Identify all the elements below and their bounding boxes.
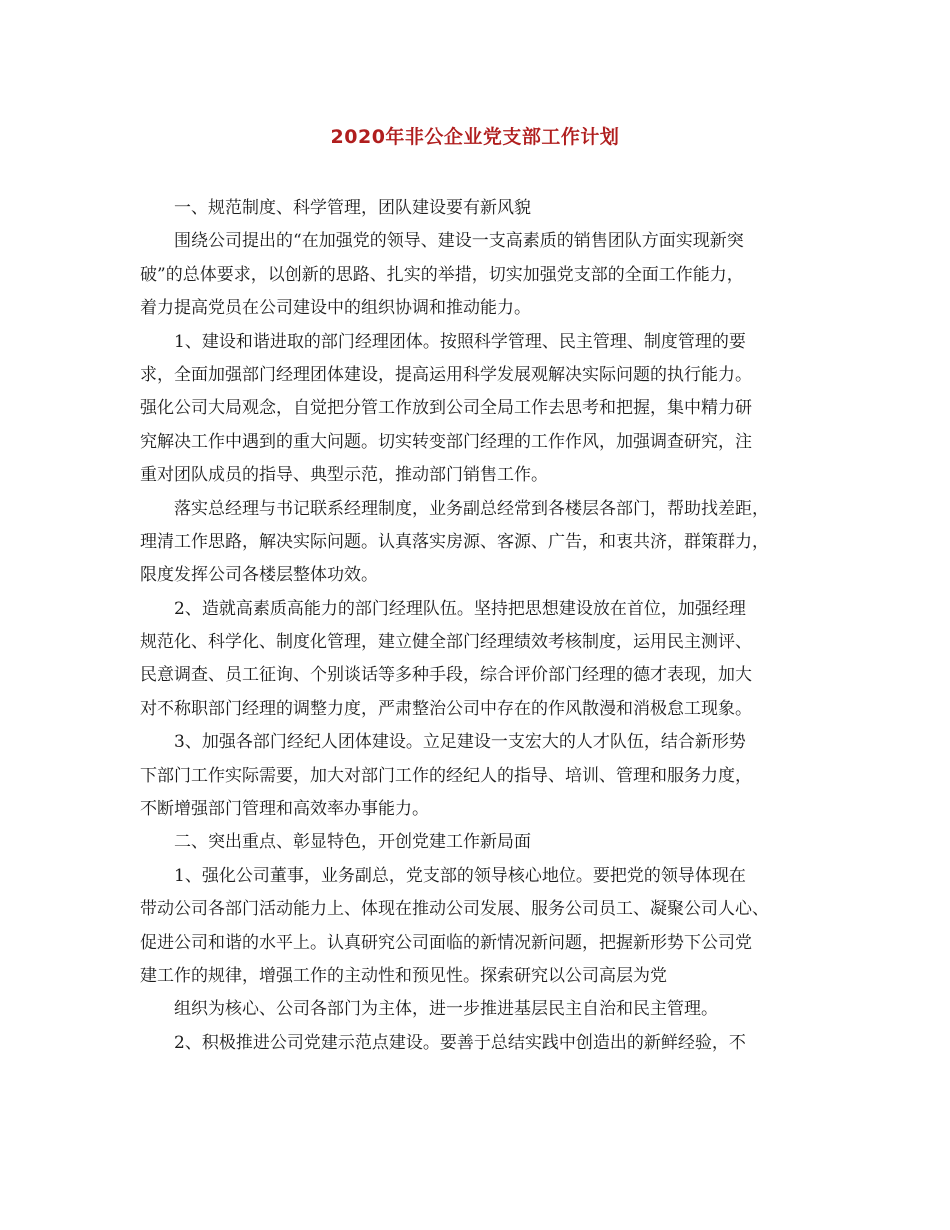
body-text-line: 下部门工作实际需要，加大对部门工作的经纪人的指导、培训、管理和服务力度， bbox=[140, 765, 752, 786]
body-text-line: 不断增强部门管理和高效率办事能力。 bbox=[140, 799, 429, 820]
body-text-line: 1、建设和谐进取的部门经理团体。按照科学管理、民主管理、制度管理的要 bbox=[174, 331, 746, 352]
body-text-line: 建工作的规律，增强工作的主动性和预见性。探索研究以公司高层为党 bbox=[140, 965, 667, 986]
body-text-line: 着力提高党员在公司建设中的组织协调和推动能力。 bbox=[140, 298, 531, 319]
body-text-line: 促进公司和谐的水平上。认真研究公司面临的新情况新问题，把握新形势下公司党 bbox=[140, 932, 752, 953]
body-text-line: 民意调查、员工征询、个别谈话等多种手段，综合评价部门经理的德才表现，加大 bbox=[140, 665, 752, 686]
body-text-line: 2、积极推进公司党建示范点建设。要善于总结实践中创造出的新鲜经验，不 bbox=[174, 1032, 746, 1053]
body-text-line: 限度发挥公司各楼层整体功效。 bbox=[140, 565, 378, 586]
body-text-line: 求，全面加强部门经理团体建设，提高运用科学发展观解决实际问题的执行能力。 bbox=[140, 364, 752, 385]
body-text-line: 重对团队成员的指导、典型示范，推动部门销售工作。 bbox=[140, 465, 548, 486]
document-title: 2020年非公企业党支部工作计划 bbox=[330, 126, 620, 148]
body-text-line: 规范化、科学化、制度化管理，建立健全部门经理绩效考核制度，运用民主测评、 bbox=[140, 632, 752, 653]
body-text-line: 二、突出重点、彰显特色，开创党建工作新局面 bbox=[174, 832, 531, 853]
body-text-line: 强化公司大局观念，自觉把分管工作放到公司全局工作去思考和把握，集中精力研 bbox=[140, 398, 752, 419]
body-text-line: 理清工作思路，解决实际问题。认真落实房源、客源、广告，和衷共济，群策群力， bbox=[140, 531, 769, 552]
document-body bbox=[140, 192, 830, 1060]
body-text-line: 3、加强各部门经纪人团体建设。立足建设一支宏大的人才队伍，结合新形势 bbox=[174, 732, 746, 753]
body-text-line: 一、规范制度、科学管理，团队建设要有新风貌 bbox=[174, 198, 531, 218]
body-text-line: 对不称职部门经理的调整力度，严肃整治公司中存在的作风散漫和消极怠工现象。 bbox=[140, 698, 752, 719]
body-text-line: 1、强化公司董事，业务副总，党支部的领导核心地位。要把党的领导体现在 bbox=[174, 865, 746, 886]
body-text-line: 带动公司各部门活动能力上、体现在推动公司发展、服务公司员工、凝聚公司人心、 bbox=[140, 899, 769, 920]
body-text-line: 组织为核心、公司各部门为主体，进一步推进基层民主自治和民主管理。 bbox=[174, 999, 718, 1020]
body-text-line: 2、造就高素质高能力的部门经理队伍。坚持把思想建设放在首位，加强经理 bbox=[174, 598, 746, 619]
body-text-line: 究解决工作中遇到的重大问题。切实转变部门经理的工作作风，加强调查研究，注 bbox=[140, 431, 752, 452]
body-text-line: 落实总经理与书记联系经理制度，业务副总经常到各楼层各部门，帮助找差距， bbox=[174, 498, 769, 519]
body-text-line: 围绕公司提出的“在加强党的领导、建设一支高素质的销售团队方面实现新突 bbox=[174, 231, 744, 252]
body-text-line: 破”的总体要求，以创新的思路、扎实的举措，切实加强党支部的全面工作能力， bbox=[140, 264, 744, 285]
